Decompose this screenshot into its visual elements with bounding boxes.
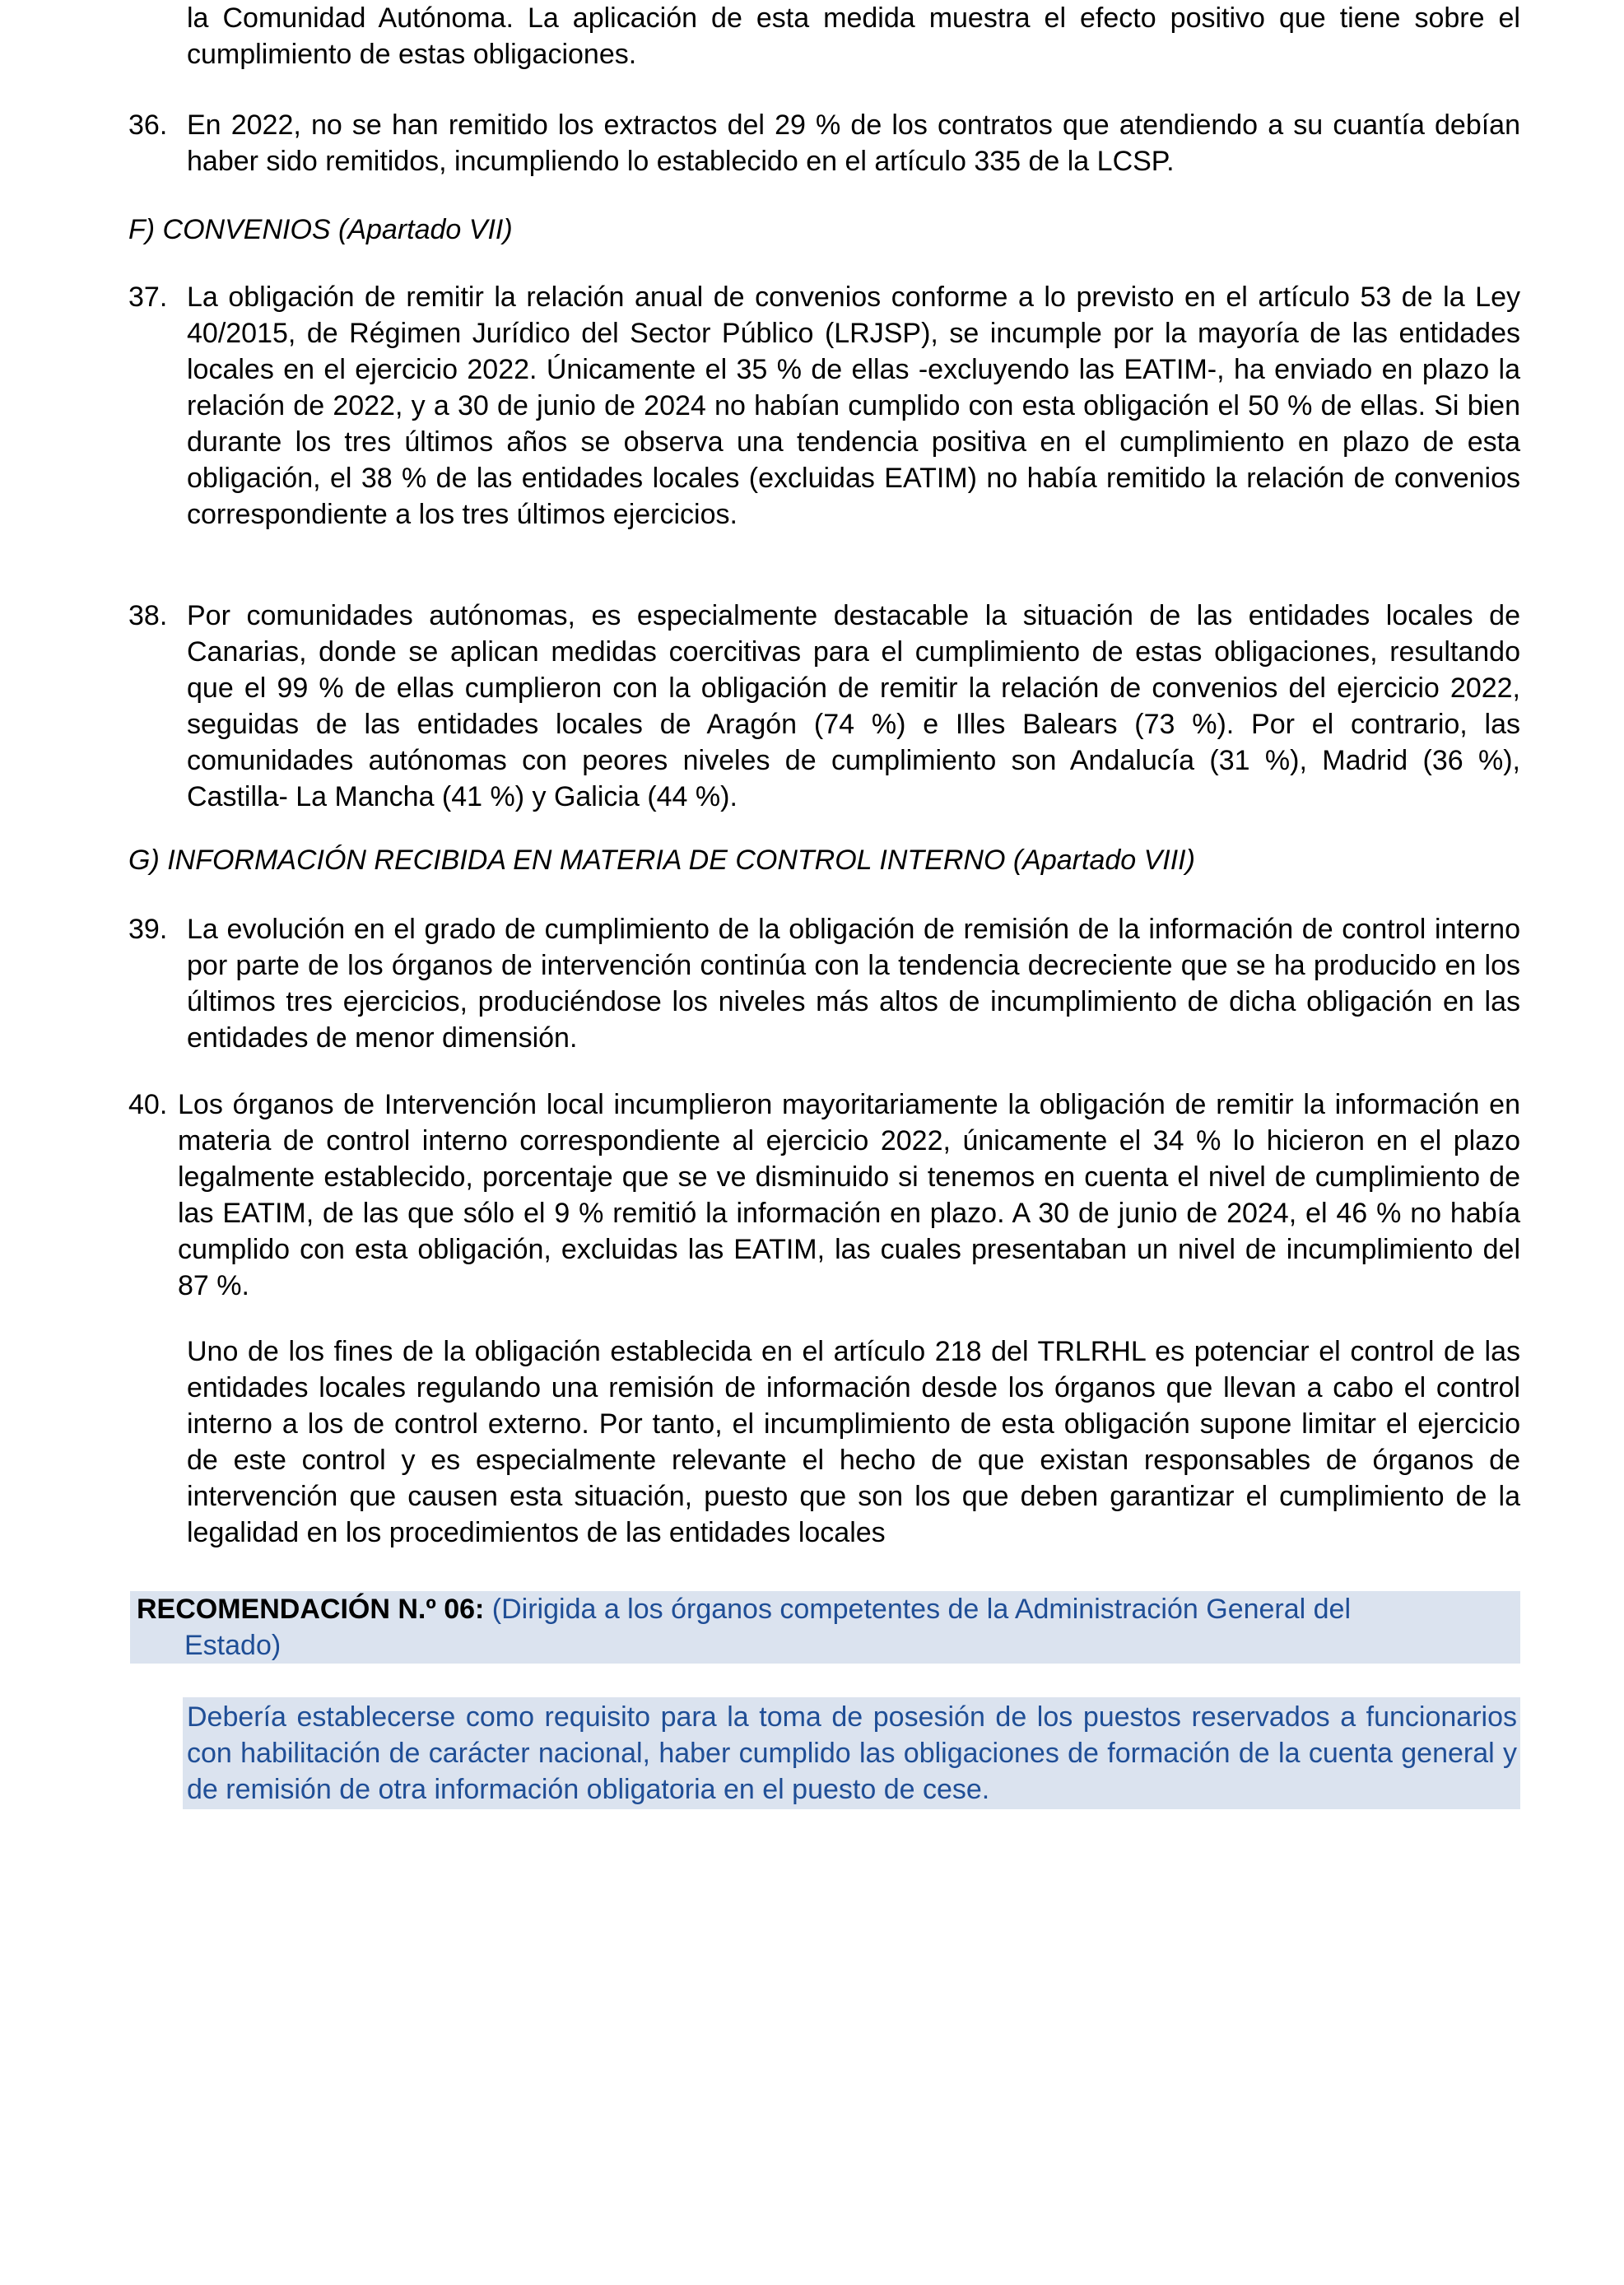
recommendation-header xyxy=(130,1591,1520,1664)
section-heading-f: F) CONVENIOS (Apartado VII) xyxy=(128,214,513,245)
recommendation-header-line-1 xyxy=(137,1591,1520,1627)
paragraph-number: 40. xyxy=(128,1089,168,1120)
recommendation-target-line-2: Estado) xyxy=(184,1630,282,1661)
paragraph-text: En 2022, no se han remitido los extractos del 29 % de los contratos que atendiendo a su cuantía debían haber sido remitidos, incumpliendo lo establecido en el artículo 335 de la LCSP. xyxy=(187,109,1520,177)
paragraph-text: Los órganos de Intervención local incumplieron mayoritariamente la obligación de remitir la información en materia de control interno correspondiente al ejercicio 2022, únicamente el 34 % lo hicieron en el plazo legalmente establecido, porcentaje que se ve disminuido si tenemos en cuenta el nivel de cumplimiento de las EATIM, de las que sólo el 9 % remitió la información en plazo. A 30 de junio de 2024, el 46 % no había cumplido con esta obligación, excluidas las EATIM, las cuales presentaban un nivel de incumplimiento del 87 %. xyxy=(178,1089,1520,1301)
paragraph-number: 38. xyxy=(128,600,168,631)
paragraph-38 xyxy=(128,598,1520,815)
continuation-paragraph: la Comunidad Autónoma. La aplicación de esta medida muestra el efecto positivo que tiene sobre el cumplimiento de estas obligaciones. xyxy=(187,2,1520,70)
paragraph-number: 37. xyxy=(128,282,168,313)
paragraph-39 xyxy=(128,911,1520,1056)
paragraph-40 xyxy=(128,1087,1520,1304)
paragraph-number: 39. xyxy=(128,914,168,945)
paragraph-text: La evolución en el grado de cumplimiento de la obligación de remisión de la información de control interno por parte de los órganos de intervención continúa con la tendencia decreciente que se ha producido en los últimos tres ejercicios, produciéndose los niveles más altos de incumplimiento de dicha obligación en las entidades de menor dimensión. xyxy=(187,914,1520,1054)
section-heading-g: G) INFORMACIÓN RECIBIDA EN MATERIA DE CONTROL INTERNO (Apartado VIII) xyxy=(128,845,1195,876)
paragraph-36 xyxy=(128,107,1520,179)
paragraph-text: La obligación de remitir la relación anual de convenios conforme a lo previsto en el artículo 53 de la Ley 40/2015, de Régimen Jurídico del Sector Público (LRJSP), se incumple por la mayoría de las entidades locales en el ejercicio 2022. Únicamente el 35 % de ellas -excluyendo las EATIM-, ha enviado en plazo la relación de 2022, y a 30 de junio de 2024 no habían cumplido con esta obligación el 50 % de ellas. Si bien durante los tres últimos años se observa una tendencia positiva en el cumplimiento en plazo de esta obligación, el 38 % de las entidades locales (excluidas EATIM) no había remitido la relación de convenios correspondiente a los tres últimos ejercicios. xyxy=(187,282,1520,530)
recommendation-label: RECOMENDACIÓN N.º 06: xyxy=(137,1594,485,1625)
paragraph-37 xyxy=(128,279,1520,533)
paragraph-text: Por comunidades autónomas, es especialmente destacable la situación de las entidades locales de Canarias, donde se aplican medidas coercitivas para el cumplimiento de estas obligaciones, resultando que el 99 % de ellas cumplieron con la obligación de remitir la relación de convenios del ejercicio 2022, seguidas de las entidades locales de Aragón (74 %) e Illes Balears (73 %). Por el contrario, las comunidades autónomas con peores niveles de cumplimiento son Andalucía (31 %), Madrid (36 %), Castilla- La Mancha (41 %) y Galicia (44 %). xyxy=(187,600,1520,812)
recommendation-target: (Dirigida a los órganos competentes de la Administración General del xyxy=(491,1594,1352,1625)
paragraph-number: 36. xyxy=(128,109,168,141)
paragraph-40-continuation: Uno de los fines de la obligación establecida en el artículo 218 del TRLRHL es potenciar el control de las entidades locales regulando una remisión de información desde los órganos que llevan a cabo el control interno a los de control externo. Por tanto, el incumplimiento de esta obligación supone limitar el ejercicio de este control y es especialmente relevante el hecho de que existan responsables de órganos de intervención que causen esta situación, puesto que son los que deben garantizar el cumplimiento de la legalidad en los procedimientos de las entidades locales xyxy=(187,1336,1520,1548)
recommendation-body: Debería establecerse como requisito para la toma de posesión de los puestos reservados a funcionarios con habilitación de carácter nacional, haber cumplido las obligaciones de formación de la cuenta general y de remisión de otra información obligatoria en el puesto de cese. xyxy=(183,1697,1520,1809)
